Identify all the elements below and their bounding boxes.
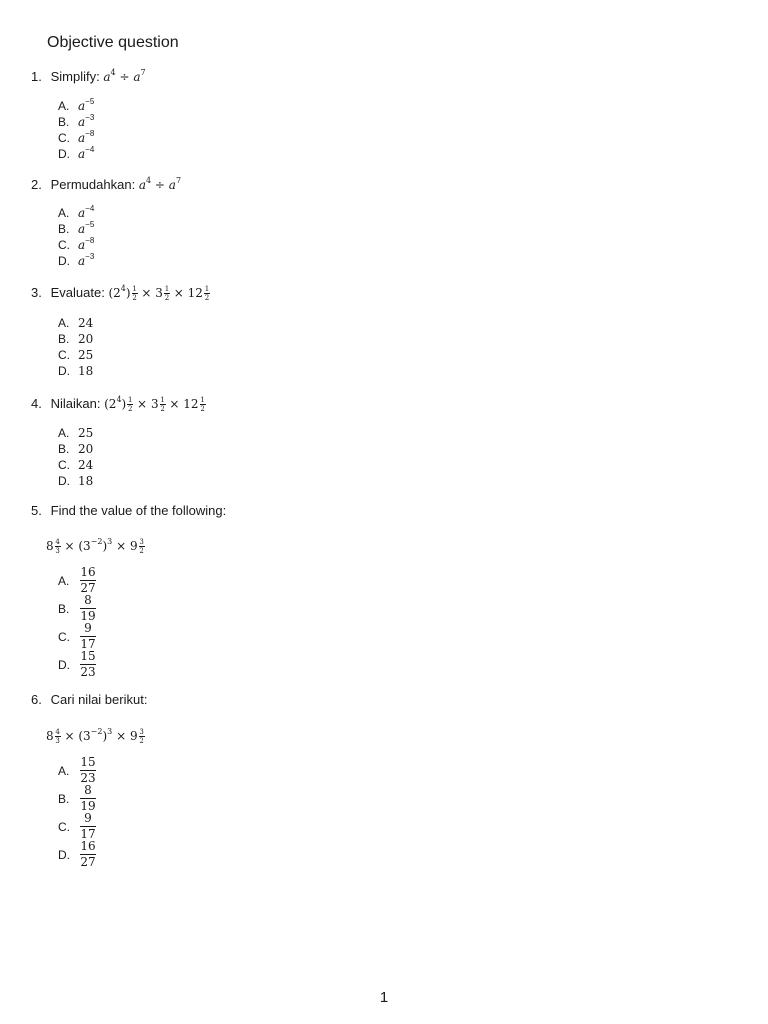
question-2-options (58, 205, 94, 269)
option-a[interactable]: A. $a^{-5}$ (58, 97, 95, 113)
option-b-fraction: 8 19 (80, 783, 96, 813)
q4-expression: $(2^4)$ $\frac{1}{2}$ × 3 $\frac{1}{2}$ × 12 $\frac{1}{2}$ (104, 395, 205, 413)
option-c[interactable]: C. $a^{-8}$ (58, 236, 95, 252)
option-b[interactable]: B. (58, 602, 70, 616)
option-a[interactable]: A. (58, 764, 70, 778)
question-1: 1. Simplify: $a^4 \div a^7$ (31, 68, 146, 84)
question-4: 4. Nilaikan: $(2^4)$ $\frac{1}{2}$ × 3 $\frac{1}{2}$ × 12 $\frac{1}{2}$ (31, 395, 205, 413)
page-title: Objective question (47, 34, 179, 51)
option-c-fraction: 9 17 (80, 811, 96, 841)
question-3: 3. Evaluate: $(2^4)$ $\frac{1}{2}$ × 3 $\frac{1}{2}$ × 12 $\frac{1}{2}$ (31, 284, 210, 302)
option-d[interactable]: D. $a^{-4}$ (58, 145, 95, 161)
question-6: 6. Cari nilai berikut: (31, 692, 148, 707)
option-c[interactable]: C. 24 (58, 458, 94, 472)
q5-expression: 8 $\frac{4}{3}$ × $(3^{-2})^3 \times 9$ $\frac{3}{2}$ (46, 537, 144, 555)
option-d-fraction: 15 23 (80, 649, 96, 679)
option-b[interactable]: B. 20 (58, 442, 94, 456)
option-c[interactable]: C. (58, 630, 70, 644)
q2-expression: $a^4 \div a^7$ (138, 176, 182, 192)
question-3-options (58, 315, 93, 379)
option-b[interactable]: B. (58, 792, 70, 806)
option-d[interactable]: D. 18 (58, 364, 94, 378)
option-a[interactable]: A. 25 (58, 426, 94, 440)
option-b[interactable]: B. $a^{-5}$ (58, 220, 95, 236)
option-b[interactable]: B. 20 (58, 332, 94, 346)
option-b-fraction: 8 19 (80, 593, 96, 623)
option-a-fraction: 16 27 (80, 565, 96, 595)
q1-expression: $a^4 \div a^7$ (103, 68, 146, 84)
option-d[interactable]: D. $a^{-3}$ (58, 252, 95, 268)
option-c-fraction: 9 17 (80, 621, 96, 651)
option-d[interactable]: D. 18 (58, 474, 94, 488)
option-b[interactable]: B. $a^{-3}$ (58, 113, 95, 129)
q6-expression: 8 $\frac{4}{3}$ × $(3^{-2})^3 \times 9$ $\frac{3}{2}$ (46, 727, 144, 745)
option-d[interactable]: D. (58, 658, 70, 672)
option-d-fraction: 16 27 (80, 839, 96, 869)
question-1-options (58, 98, 94, 162)
option-c[interactable]: C. 25 (58, 348, 94, 362)
option-a[interactable]: A. (58, 574, 70, 588)
option-a[interactable]: A. 24 (58, 316, 94, 330)
option-c[interactable]: C. (58, 820, 70, 834)
question-2: 2. Permudahkan: $a^4 \div a^7$ (31, 176, 182, 192)
question-5: 5. Find the value of the following: (31, 503, 227, 518)
option-c[interactable]: C. $a^{-8}$ (58, 129, 95, 145)
page-number: 1 (379, 989, 389, 1006)
option-d[interactable]: D. (58, 848, 70, 862)
option-a-fraction: 15 23 (80, 755, 96, 785)
question-4-options (58, 425, 93, 489)
q3-expression: $(2^4)$ $\frac{1}{2}$ × 3 $\frac{1}{2}$ × 12 $\frac{1}{2}$ (108, 284, 210, 302)
option-a[interactable]: A. $a^{-4}$ (58, 204, 95, 220)
